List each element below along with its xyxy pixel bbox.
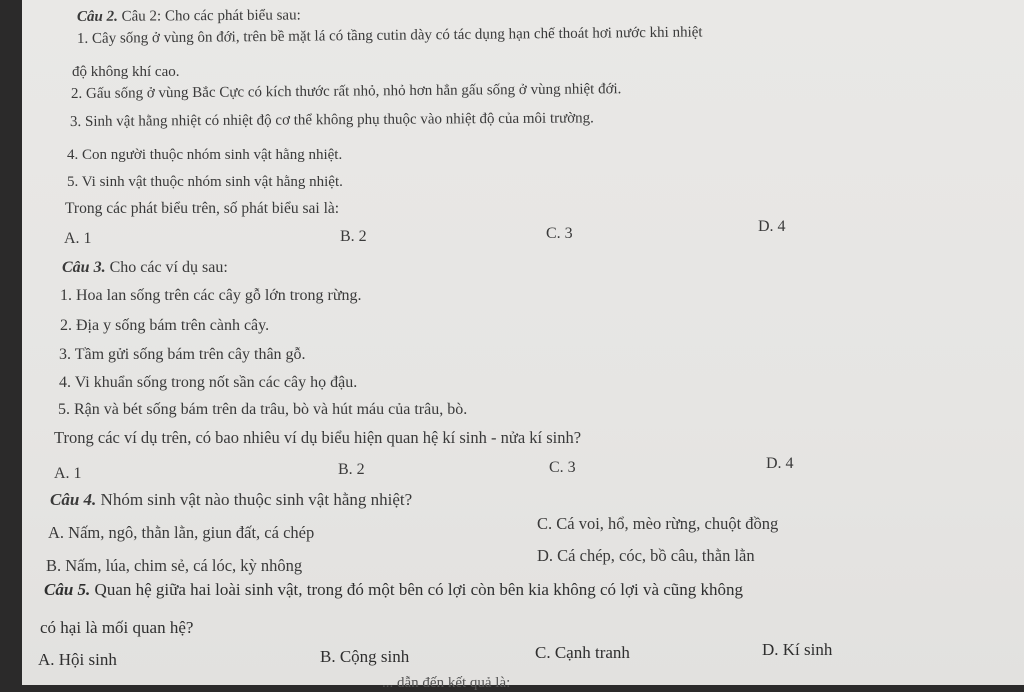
question-4-option-c: C. Cá voi, hổ, mèo rừng, chuột đồng [537,514,779,533]
question-3-statement-2: 2. Địa y sống bám trên cành cây. [60,317,270,334]
question-2-text: Câu 2: Cho các phát biểu sau: [121,7,301,25]
question-3-option-d: D. 4 [766,455,794,472]
question-4-heading [50,490,412,510]
question-2-statement-1-cont: độ không khí cao. [72,64,180,80]
question-4-option-a: A. Nấm, ngô, thằn lằn, giun đất, cá chép [48,523,315,542]
question-3-option-b: B. 2 [338,461,365,478]
question-4-label: Câu 4. [50,490,97,509]
question-2-statement-2: 2. Gấu sống ở vùng Bắc Cực có kích thước rất nhỏ, nhỏ hơn hẳn gấu sống ở vùng nhiệt đới. [70,81,622,102]
question-3-option-a: A. 1 [54,465,82,482]
question-3-statement-3: 3. Tầm gửi sống bám trên cây thân gỗ. [59,346,306,363]
question-5-option-d: D. Kí sinh [762,640,833,659]
question-2-heading [77,5,301,27]
question-5-text: Quan hệ giữa hai loài sinh vật, trong đó một bên có lợi còn bên kia không có lợi và cũng không [94,580,744,599]
question-3-statement-4: 4. Vi khuẩn sống trong nốt sần các cây họ đậu. [59,374,358,391]
question-3-statement-1: 1. Hoa lan sống trên các cây gỗ lớn trong rừng. [60,287,362,304]
question-3-label: Câu 3. [62,259,106,276]
question-5-option-c: C. Cạnh tranh [535,643,630,662]
question-3-prompt: Trong các ví dụ trên, có bao nhiêu ví dụ biểu hiện quan hệ kí sinh - nửa kí sinh? [54,428,582,447]
question-2-option-a: A. 1 [64,230,92,247]
question-5-heading [44,580,743,600]
question-2-option-c: C. 3 [546,225,573,242]
question-3-heading [62,258,228,278]
question-2-prompt: Trong các phát biểu trên, số phát biểu sai là: [65,200,340,217]
question-3-option-c: C. 3 [549,459,576,476]
question-2-statement-1: 1. Cây sống ở vùng ôn đới, trên bề mặt lá có tầng cutin dày có tác dụng hạn chế thoát hơi nước khi nhiệt [76,24,703,47]
question-5-option-a: A. Hội sinh [38,650,117,669]
question-3-statement-5: 5. Rận và bét sống bám trên da trâu, bò và hút máu của trâu, bò. [58,401,468,418]
question-2-option-b: B. 2 [340,228,367,245]
cutoff-text: ... dẫn đến kết quả là: [382,675,511,691]
question-4-text: Nhóm sinh vật nào thuộc sinh vật hằng nhiệt? [100,490,413,509]
question-2-statement-4: 4. Con người thuộc nhóm sinh vật hằng nhiệt. [67,147,343,163]
question-5-label: Câu 5. [44,580,91,599]
question-2-option-d: D. 4 [758,218,786,235]
question-2-statement-5: 5. Vi sinh vật thuộc nhóm sinh vật hằng nhiệt. [67,174,343,190]
question-4-option-d: D. Cá chép, cóc, bồ câu, thằn lằn [537,546,755,565]
exam-page [22,0,1024,691]
question-2-label: Câu 2. [76,8,118,25]
question-4-option-b: B. Nấm, lúa, chim sẻ, cá lóc, kỳ nhông [46,556,303,575]
question-5-option-b: B. Cộng sinh [320,647,410,666]
question-2-statement-3: 3. Sinh vật hằng nhiệt có nhiệt độ cơ thể không phụ thuộc vào nhiệt độ của môi trường. [69,110,594,130]
question-5-text-cont: có hại là mối quan hệ? [40,618,194,637]
question-3-text: Cho các ví dụ sau: [109,259,228,276]
